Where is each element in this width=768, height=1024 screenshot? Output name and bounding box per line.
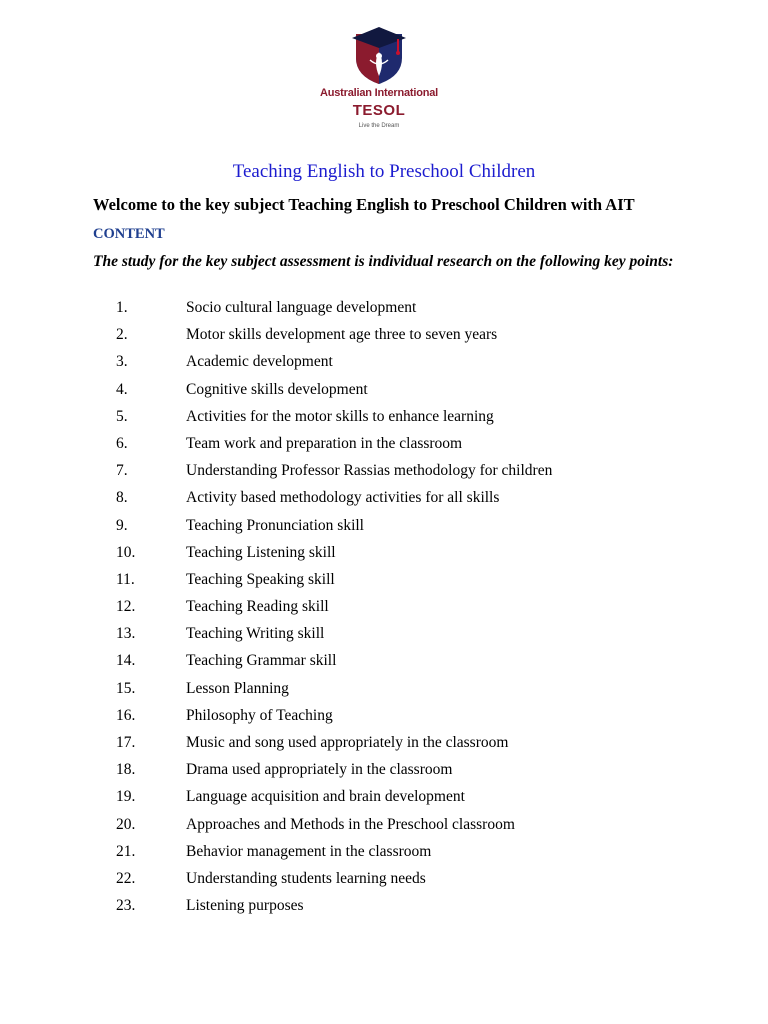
- list-item-text: Socio cultural language development: [186, 299, 417, 316]
- list-item-number: 17.: [116, 734, 136, 751]
- list-item-number: 2.: [116, 326, 128, 344]
- list-item-number: 9.: [116, 516, 128, 534]
- list-item: [0, 515, 768, 542]
- list-item-number: 21.: [116, 842, 136, 860]
- list-item-text: Music and song used appropriately in the classroom: [186, 734, 509, 751]
- list-item-text: Approaches and Methods in the Preschool classroom: [186, 815, 515, 833]
- list-item-text: Motor skills development age three to seven years: [186, 326, 498, 344]
- list-item-number: 13.: [116, 625, 136, 643]
- list-item-number: 3.: [116, 353, 128, 371]
- list-item-text: Language acquisition and brain development: [186, 788, 465, 806]
- list-item: [0, 406, 768, 433]
- list-item-number: 18.: [116, 761, 136, 779]
- list-item-number: 11.: [116, 570, 135, 588]
- list-item: [0, 487, 768, 514]
- list-item: [0, 324, 768, 351]
- list-item-text: Teaching Grammar skill: [186, 652, 337, 670]
- key-points-list: [0, 297, 768, 922]
- list-item: [0, 841, 768, 868]
- list-item: [0, 623, 768, 650]
- list-item-text: Drama used appropriately in the classroom: [186, 761, 453, 779]
- list-item-number: 23.: [116, 897, 136, 915]
- list-item-number: 6.: [116, 434, 128, 452]
- list-item-number: 20.: [116, 815, 136, 833]
- list-item-text: Activity based methodology activities for all skills: [186, 489, 500, 507]
- list-item: [0, 433, 768, 460]
- list-item: [0, 705, 768, 732]
- content-section-label: CONTENT: [93, 226, 165, 242]
- list-item-text: Teaching Writing skill: [186, 625, 325, 643]
- list-item-number: 7.: [116, 462, 128, 480]
- list-item-text: Cognitive skills development: [186, 380, 368, 398]
- list-item: [0, 868, 768, 895]
- list-item: [0, 732, 768, 759]
- list-item-number: 14.: [116, 652, 136, 670]
- list-item: [0, 379, 768, 406]
- list-item-number: 5.: [116, 407, 128, 425]
- list-item: [0, 678, 768, 705]
- list-item-number: 8.: [116, 489, 128, 507]
- list-item: [0, 895, 768, 922]
- list-item-text: Teaching Reading skill: [186, 598, 329, 616]
- list-item-number: 10.: [116, 543, 136, 561]
- list-item-text: Activities for the motor skills to enhance learning: [186, 407, 494, 425]
- list-item: [0, 569, 768, 596]
- list-item: [0, 297, 768, 324]
- list-item: [0, 650, 768, 677]
- list-item-text: Teaching Pronunciation skill: [186, 516, 364, 534]
- list-item-text: Philosophy of Teaching: [186, 706, 333, 724]
- list-item-text: Academic development: [186, 353, 333, 371]
- logo-text-australian-international: Australian International: [319, 87, 439, 99]
- list-item-number: 12.: [116, 598, 136, 616]
- list-item-text: Teaching Speaking skill: [186, 570, 335, 588]
- list-item: [0, 814, 768, 841]
- list-item: [0, 786, 768, 813]
- logo-text-tesol: TESOL: [352, 102, 406, 119]
- list-item-text: Team work and preparation in the classroom: [186, 434, 463, 452]
- ait-logo: [304, 24, 454, 136]
- list-item-number: 22.: [116, 869, 136, 887]
- list-item: [0, 759, 768, 786]
- logo-tagline: Live the Dream: [358, 123, 400, 129]
- welcome-heading: Welcome to the key subject Teaching English to Preschool Children with AIT: [93, 195, 635, 214]
- list-item-number: 15.: [116, 679, 136, 697]
- list-item-number: 19.: [116, 788, 136, 806]
- list-item-text: Listening purposes: [186, 897, 304, 915]
- intro-paragraph: The study for the key subject assessment is individual research on the following key points:: [93, 253, 674, 270]
- document-title: Teaching English to Preschool Children: [232, 161, 536, 182]
- list-item-number: 16.: [116, 706, 136, 724]
- list-item: [0, 542, 768, 569]
- shield-crest-icon: [348, 24, 410, 86]
- list-item: [0, 460, 768, 487]
- list-item-text: Understanding Professor Rassias methodology for children: [186, 462, 553, 480]
- list-item: [0, 596, 768, 623]
- list-item-text: Lesson Planning: [186, 679, 289, 697]
- list-item-text: Understanding students learning needs: [186, 869, 426, 887]
- list-item-text: Behavior management in the classroom: [186, 842, 432, 860]
- list-item: [0, 351, 768, 378]
- list-item-number: 1.: [116, 299, 128, 316]
- list-item-text: Teaching Listening skill: [186, 543, 336, 561]
- list-item-number: 4.: [116, 380, 128, 398]
